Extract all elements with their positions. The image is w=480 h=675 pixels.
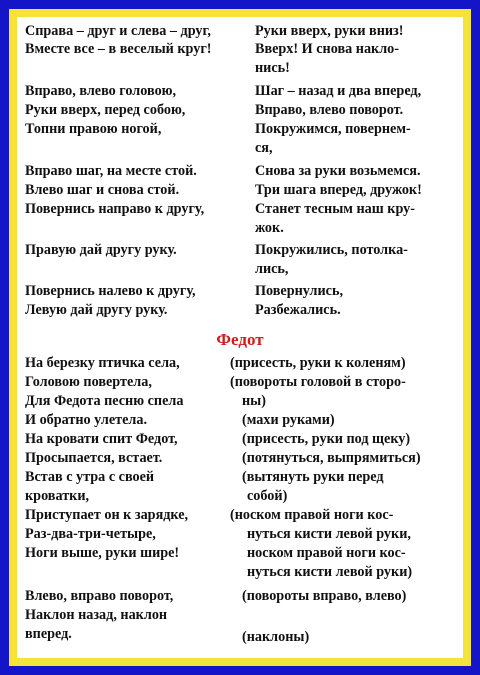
poem-line: кроватки, <box>25 488 90 504</box>
poem-title: Федот <box>216 330 264 349</box>
poem-line: Руки вверх, руки вниз! <box>255 23 404 39</box>
poem-line: Покружимся, повернем- <box>255 121 411 137</box>
poem-line: (махи руками) <box>242 412 335 428</box>
poem-sheet <box>17 17 463 658</box>
poem-line: Приступает он к зарядке, <box>25 507 189 523</box>
poem-line: На кровати спит Федот, <box>25 431 178 447</box>
poem-line: Головою повертела, <box>25 374 152 390</box>
poem-line: (повороты вправо, влево) <box>242 588 407 604</box>
poem-line: (присесть, руки под щеку) <box>242 431 411 447</box>
poem-line: Просыпается, встает. <box>25 450 163 466</box>
poem-line: нись! <box>255 60 290 76</box>
poem-line: Правую дай другу руку. <box>25 242 177 258</box>
poem-line: Для Федота песню спела <box>25 393 184 409</box>
poem-line: ны) <box>242 393 266 409</box>
poem-line: Снова за руки возьмемся. <box>255 163 421 179</box>
poem-line: Разбежались. <box>255 302 341 318</box>
poem-line: Справа – друг и слева – друг, <box>25 23 211 39</box>
poem-line: Влево, вправо поворот, <box>25 588 174 604</box>
poem-line: Влево шаг и снова стой. <box>25 182 180 198</box>
poem-line: (вытянуть руки перед <box>242 469 384 485</box>
poem-line: (повороты головой в сторо- <box>230 374 406 390</box>
poem-line: нуться кисти левой руки, <box>247 526 411 542</box>
poem-line: (наклоны) <box>242 629 310 645</box>
poem-line: (присесть, руки к коленям) <box>230 355 406 371</box>
poem-line: жок. <box>255 220 284 236</box>
poem-line: лись, <box>255 261 289 277</box>
poem-line: Вправо, влево поворот. <box>255 102 404 118</box>
poem-line: На березку птичка села, <box>25 355 180 371</box>
poem-line: носком правой ноги кос- <box>247 545 406 561</box>
poem-line: нуться кисти левой руки) <box>247 564 413 580</box>
poem-line: Топни правою ногой, <box>25 121 162 137</box>
poem-line: (носком правой ноги кос- <box>230 507 394 523</box>
poem-line: собой) <box>247 488 288 504</box>
poem-line: Левую дай другу руку. <box>25 302 168 318</box>
poem-line: Повернись направо к другу, <box>25 201 205 217</box>
poem-line: Вправо, влево головою, <box>25 83 177 99</box>
poem-line: Покружились, потолка- <box>255 242 408 258</box>
poem-line: Повернись налево к другу, <box>25 283 196 299</box>
poem-line: Повернулись, <box>255 283 344 299</box>
yellow-border <box>9 9 471 666</box>
poem-line: Вверх! И снова накло- <box>255 41 399 57</box>
poem-line: вперед. <box>25 626 72 642</box>
poem-line: Руки вверх, перед собою, <box>25 102 186 118</box>
poem-line: Шаг – назад и два вперед, <box>255 83 422 99</box>
poem-line: Ноги выше, руки шире! <box>25 545 180 561</box>
poem-line: Три шага вперед, дружок! <box>255 182 422 198</box>
poem-line: (потянуться, выпрямиться) <box>242 450 421 466</box>
poem-line: Вместе все – в веселый круг! <box>25 41 212 57</box>
poem-line: Наклон назад, наклон <box>25 607 168 623</box>
poem-line: Станет тесным наш кру- <box>255 201 415 217</box>
poem-line: И обратно улетела. <box>25 412 148 428</box>
poem-line: Раз-два-три-четыре, <box>25 526 156 542</box>
poem-line: Встав с утра с своей <box>25 469 155 485</box>
poem-line: Вправо шаг, на месте стой. <box>25 163 197 179</box>
poem-line: ся, <box>255 140 273 156</box>
